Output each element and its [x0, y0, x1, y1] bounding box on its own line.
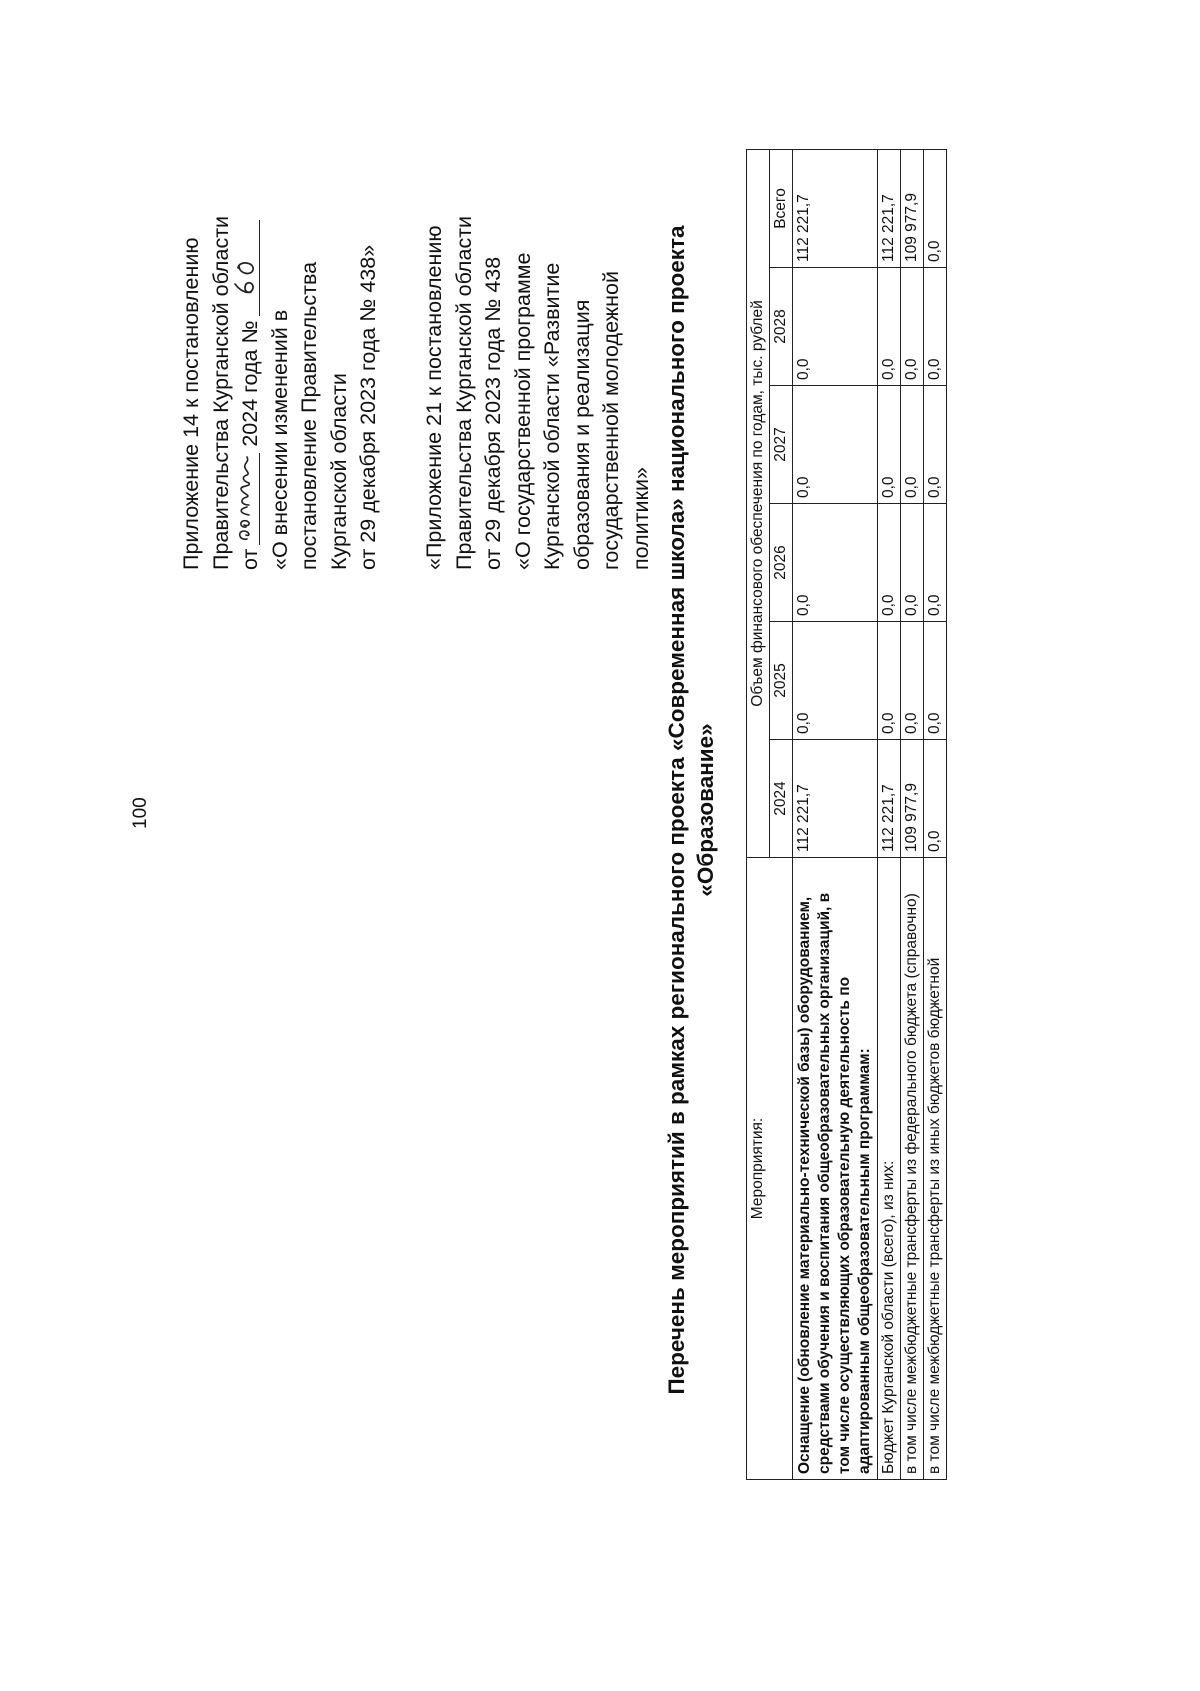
annex-line: Приложение 14 к постановлению [179, 237, 203, 570]
date-prefix: от [238, 548, 262, 570]
prior-note-line: Курганской области «Развитие [540, 262, 564, 570]
cell-value: 0,0 [793, 622, 878, 740]
cell-value: 0,0 [924, 386, 947, 504]
prior-annex-note [420, 50, 656, 570]
annex-line: постановление Правительства [297, 261, 321, 570]
cell-value: 0,0 [878, 386, 901, 504]
handwritten-number-signature [229, 220, 259, 316]
prior-note-line: от 29 декабря 2023 года № 438 [481, 256, 505, 570]
prior-note-line: государственной молодежной [599, 270, 623, 570]
handwritten-date-signature [229, 453, 259, 545]
rotated-content [70, 45, 1110, 1575]
table-row [793, 149, 878, 1479]
row-label: в том числе межбюджетные трансферты из федерального бюджета (справочно) [901, 858, 924, 1480]
cell-value: 0,0 [878, 504, 901, 622]
year-header: 2025 [770, 622, 793, 740]
cell-value: 109 977,9 [901, 740, 924, 858]
activity-column-header: Мероприятия: [747, 858, 793, 1480]
cell-value: 0,0 [878, 622, 901, 740]
handwritten-date [237, 453, 260, 545]
prior-note-line: Правительства Курганской области [451, 215, 476, 570]
cell-value: 112 221,7 [793, 740, 878, 858]
date-suffix: 2024 года № [238, 320, 262, 447]
prior-note-line: «Приложение 21 к постановлению [422, 225, 446, 570]
cell-total: 112 221,7 [793, 149, 878, 267]
cell-value: 0,0 [878, 268, 901, 386]
table-row [924, 149, 947, 1479]
year-header: 2024 [770, 740, 793, 858]
row-label: Бюджет Курганской области (всего), из них: [878, 858, 901, 1480]
year-header: 2027 [770, 386, 793, 504]
cell-value: 0,0 [924, 268, 947, 386]
cell-value: 0,0 [901, 504, 924, 622]
table-row [878, 149, 901, 1479]
cell-value: 0,0 [901, 622, 924, 740]
table-row [901, 149, 924, 1479]
cell-total: 112 221,7 [878, 149, 901, 267]
document-title: Перечень мероприятий в рамках регионального проекта «Современная школа» национального проекта [664, 225, 689, 1395]
cell-total: 109 977,9 [901, 149, 924, 267]
annex-line: от 29 декабря 2023 года № 438» [356, 244, 380, 570]
row-label: в том числе межбюджетные трансферты из иных бюджетов бюджетной [924, 858, 947, 1480]
cell-value: 112 221,7 [878, 740, 901, 858]
prior-note-line: образования и реализация [569, 299, 594, 570]
prior-note-line: политики» [628, 467, 653, 570]
cell-value: 0,0 [793, 386, 878, 504]
cell-value: 0,0 [924, 740, 947, 858]
document-title-line2: «Образование» [693, 723, 718, 897]
prior-note-line: «О государственной программе [510, 252, 535, 570]
cell-value: 0,0 [793, 504, 878, 622]
year-header: 2028 [770, 268, 793, 386]
row-label: Оснащение (обновление материально-технической базы) оборудованием, средствами обучения и воспитания общеобразовательных организаций, в том числе осуществляющих образовательную деятельность по адаптированным общеобразовательным программам: [793, 858, 878, 1480]
handwritten-number [237, 220, 260, 316]
cell-value: 0,0 [924, 504, 947, 622]
financing-group-header: Объем финансового обеспечения по годам, тыс. рублей [747, 149, 770, 857]
cell-total: 0,0 [924, 149, 947, 267]
annex-note [177, 50, 384, 570]
cell-value: 0,0 [901, 386, 924, 504]
total-header: Всего [770, 149, 793, 267]
financing-table [746, 149, 947, 1480]
page-number: 100 [130, 797, 151, 829]
annex-line: «О внесении изменений в [267, 309, 292, 570]
cell-value: 0,0 [793, 268, 878, 386]
cell-value: 0,0 [924, 622, 947, 740]
annex-line: Правительства Курганской области [208, 215, 233, 570]
table-header-row [747, 149, 770, 1479]
cell-value: 0,0 [901, 268, 924, 386]
year-header: 2026 [770, 504, 793, 622]
annex-date-line [236, 50, 266, 570]
annex-line: Курганской области [326, 373, 351, 570]
